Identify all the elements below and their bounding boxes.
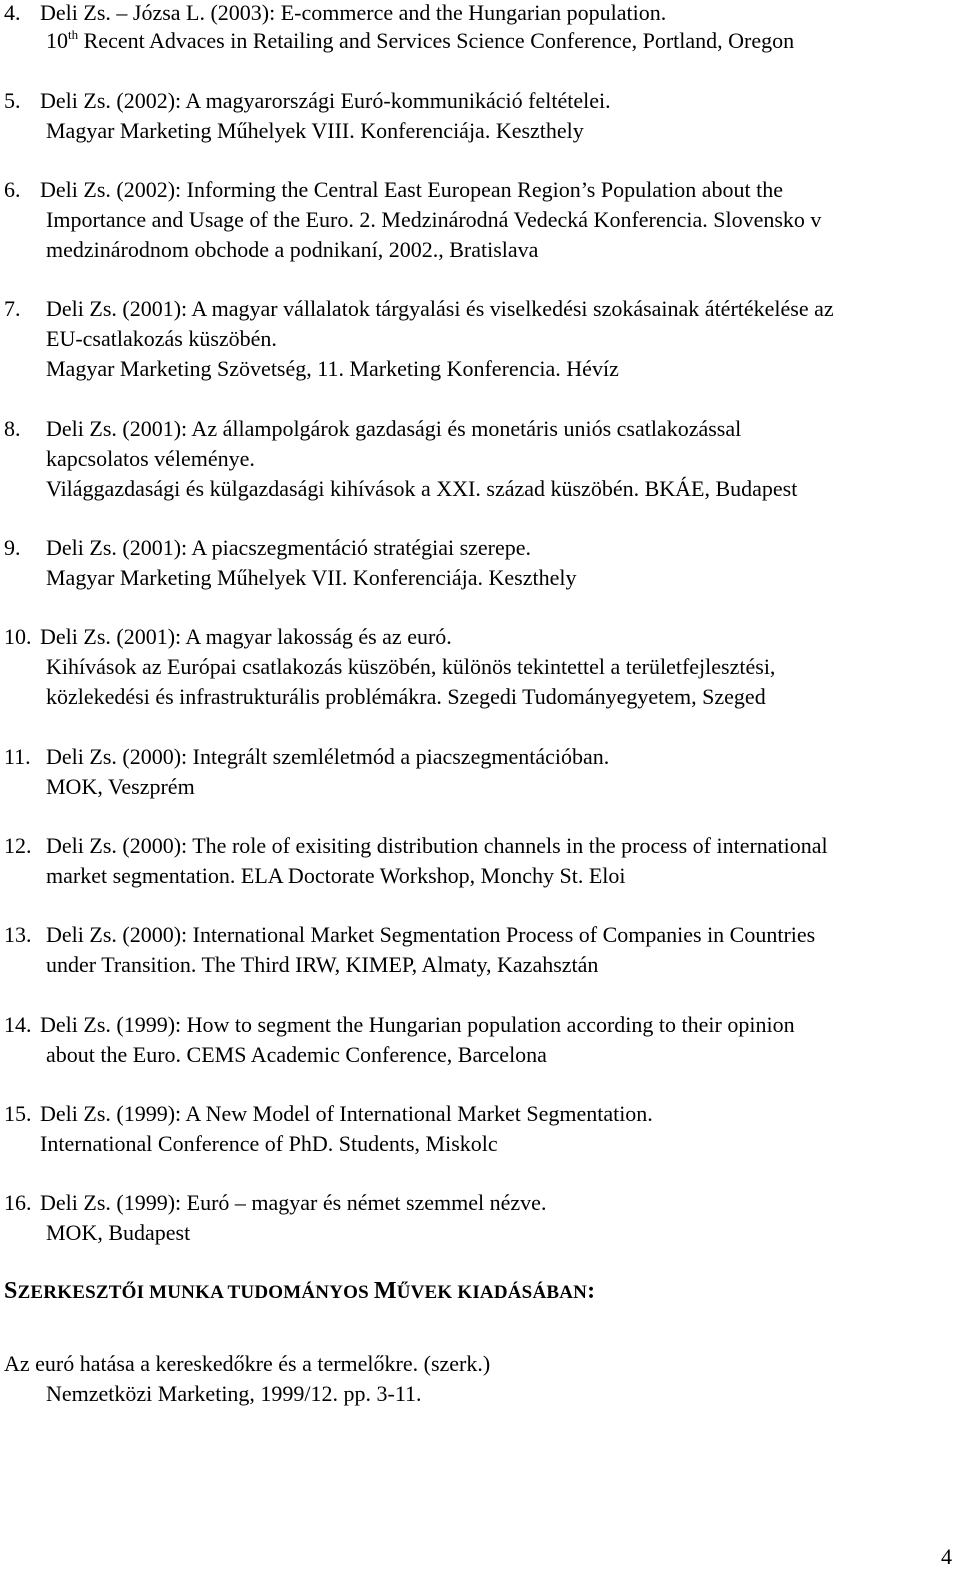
entry-line: kapcsolatos véleménye. (46, 446, 255, 471)
entry-line: Kihívások az Európai csatlakozás küszöbén, különös tekintettel a területfejlesztési, (46, 654, 776, 679)
entry-number: 8. (4, 416, 21, 441)
entry-line: Importance and Usage of the Euro. 2. Medzinárodná Vedecká Konferencia. Slovensko v (46, 207, 822, 232)
entry-line: Világgazdasági és külgazdasági kihívások a XXI. század küszöbén. BKÁE, Budapest (46, 476, 798, 501)
entry-line: Magyar Marketing Szövetség, 11. Marketing Konferencia. Hévíz (46, 356, 619, 381)
section-heading (4, 1277, 595, 1307)
entry-number: 4. (4, 0, 21, 25)
entry-line: közlekedési és infrastrukturális problémákra. Szegedi Tudományegyetem, Szeged (46, 684, 766, 709)
entry-line: International Conference of PhD. Students, Miskolc (40, 1131, 498, 1156)
heading-part: S (4, 1278, 18, 1304)
entry-line: Deli Zs. (2001): A magyar lakosság és az euró. (40, 624, 452, 649)
editorial-line: Az euró hatása a kereskedőkre és a termelőkre. (szerk.) (4, 1351, 491, 1376)
entry-line: Deli Zs. (1999): How to segment the Hungarian population according to their opinion (40, 1012, 795, 1037)
entry-line: Deli Zs. (2001): A piacszegmentáció stratégiai szerepe. (46, 535, 532, 560)
entry-line: medzinárodnom obchode a podnikaní, 2002., Bratislava (46, 237, 539, 262)
ordinal-suffix: th (68, 27, 79, 42)
heading-part: ZERKESZTŐI MUNKA TUDOMÁNYOS (17, 1282, 374, 1303)
entry-line: Magyar Marketing Műhelyek VIII. Konferenciája. Keszthely (46, 118, 584, 143)
entry-number: 9. (4, 535, 21, 560)
entry-line-text: Recent Advaces in Retailing and Services Science Conference, Portland, Oregon (83, 28, 795, 53)
entry-line: market segmentation. ELA Doctorate Workshop, Monchy St. Eloi (46, 863, 626, 888)
entry-line: Deli Zs. (2000): International Market Segmentation Process of Companies in Countries (46, 922, 816, 947)
entry-line: Deli Zs. (2002): A magyarországi Euró-kommunikáció feltételei. (40, 88, 611, 113)
entry-number: 5. (4, 88, 21, 113)
editorial-line: Nemzetközi Marketing, 1999/12. pp. 3-11. (46, 1381, 422, 1406)
entry-line: under Transition. The Third IRW, KIMEP, Almaty, Kazahsztán (46, 952, 599, 977)
heading-part: ŰVEK KIADÁSÁBAN (396, 1282, 588, 1303)
entry-line: MOK, Veszprém (46, 774, 195, 799)
entry-line: Deli Zs. (1999): A New Model of International Market Segmentation. (40, 1101, 653, 1126)
entry-number: 11. (4, 744, 31, 769)
entry-number: 7. (4, 296, 21, 321)
entry-line: Deli Zs. (2000): Integrált szemléletmód a piacszegmentációban. (46, 744, 610, 769)
entry-line: Deli Zs. – Józsa L. (2003): E-commerce and the Hungarian population. (40, 0, 667, 25)
heading-part: M (373, 1278, 397, 1304)
entry-line: Deli Zs. (2000): The role of exisiting distribution channels in the process of international (46, 833, 828, 858)
entry-line: about the Euro. CEMS Academic Conference, Barcelona (46, 1042, 547, 1067)
entry-number: 15. (4, 1101, 32, 1126)
entry-line: Deli Zs. (2001): Az állampolgárok gazdasági és monetáris uniós csatlakozással (46, 416, 742, 441)
ordinal-number: 10 (46, 28, 68, 53)
entry-line: Deli Zs. (2001): A magyar vállalatok tárgyalási és viselkedési szokásainak átértékelése az (46, 296, 834, 321)
entry-line: Deli Zs. (2002): Informing the Central East European Region’s Population about the (40, 177, 783, 202)
entry-line: MOK, Budapest (46, 1220, 191, 1245)
entry-line: Deli Zs. (1999): Euró – magyar és német szemmel nézve. (40, 1190, 547, 1215)
entry-number: 16. (4, 1190, 32, 1215)
entry-number: 12. (4, 833, 32, 858)
entry-number: 6. (4, 177, 21, 202)
page-number: 4 (941, 1544, 952, 1569)
entry-number: 13. (4, 922, 32, 947)
entry-line (46, 28, 794, 54)
entry-number: 10. (4, 624, 32, 649)
heading-part: : (587, 1278, 596, 1304)
entry-number: 14. (4, 1012, 32, 1037)
entry-line: Magyar Marketing Műhelyek VII. Konferenciája. Keszthely (46, 565, 577, 590)
entry-line: EU-csatlakozás küszöbén. (46, 326, 277, 351)
